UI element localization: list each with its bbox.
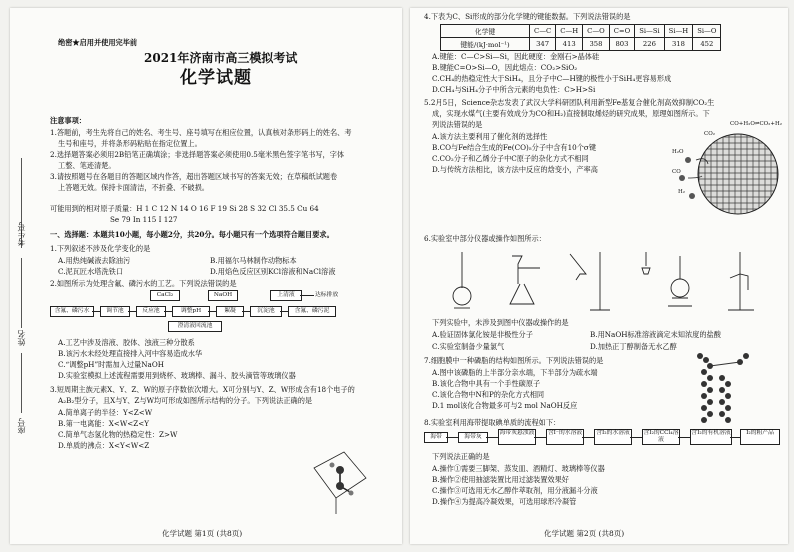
flow-arrow <box>164 311 172 312</box>
reaction-label: CO+H₂O⇌CO₂+H₂ <box>730 121 782 127</box>
flow-box-sludge: 含氟、磷污泥 <box>288 306 336 317</box>
flow-arrow <box>678 437 690 438</box>
table-header-cell: C=O <box>609 25 634 38</box>
flow-arrow <box>446 437 458 438</box>
phospholipid-figure <box>670 348 770 428</box>
q2-option-b: B.该污水未经处理直接排入河中容易造成水华 <box>58 349 203 358</box>
q7-option-c: C.该化合物中N和P的杂化方式相同 <box>432 390 545 399</box>
flow-arrow <box>534 437 546 438</box>
subject-title: 化学试题 <box>180 68 252 88</box>
side-divider <box>21 353 22 413</box>
side-label-candidate-no: 考生号 <box>17 222 26 246</box>
table-cell: 318 <box>664 38 693 51</box>
q2-option-d: D.实验室模拟上述流程需要用到烧杯、玻璃棒、漏斗、胶头滴管等玻璃仪器 <box>58 371 296 380</box>
q5-option-d: D.与传统方法相比，该方法中反应的焓变小，产率高 <box>432 165 598 174</box>
q2-option-a: A.工艺中涉及溶液、胶体、浊液三种分散系 <box>58 338 195 347</box>
section-heading: 一、选择题：本题共10小题，每小题2分，共20分。每小题只有一个选项符合题目要求。 <box>50 230 334 239</box>
table-cell: 803 <box>609 38 634 51</box>
q4-option-c: C.CH₄的热稳定性大于SiH₄，且分子中C—H键的极性小于SiH₄更容易形成 <box>432 74 672 83</box>
molecule-label: CO₂ <box>704 131 715 137</box>
table-cell: 358 <box>583 38 610 51</box>
table-cell: 226 <box>635 38 664 51</box>
table-cell: 452 <box>693 38 721 51</box>
flow-box-return-tank: 澄清液回流池 <box>168 321 222 332</box>
secret-label: 绝密★启用并使用完毕前 <box>58 38 138 47</box>
q2-option-c: C.“调整pH”时需加入过量NaOH <box>58 360 164 369</box>
right-page <box>410 8 788 544</box>
flow-arrow <box>242 311 250 312</box>
question-3-cont: A₂B₂型分子，且X与Y、Z与W均可形成如图所示结构的分子。下列说法正确的是 <box>58 396 313 405</box>
q1-option-b: B.用福尔马林制作动物标本 <box>210 256 297 265</box>
q6-option-b: B.用NaOH标准溶液滴定未知浓度的盐酸 <box>590 330 721 339</box>
table-header-cell: Si—Si <box>635 25 664 38</box>
flow-box-wastewater: 含氟、磷污水 <box>50 306 94 317</box>
q8-option-d: D.操作④为提高冷凝效果，可选用球形冷凝管 <box>432 497 577 506</box>
question-8: 8.实验室利用海带提取碘单质的流程如下： <box>424 418 561 427</box>
note-line: 生号和座号，并将条形码粘贴在指定位置上。 <box>58 139 202 148</box>
q4-option-a: A.键能：C—C>Si—Si，因此硬度：金刚石>晶体硅 <box>432 52 600 61</box>
q3-option-b: B.第一电离能：X<W<Z<Y <box>58 419 150 428</box>
table-header-cell: C—H <box>556 25 583 38</box>
question-4: 4.下表为C、Si形成的部分化学键的键能数据。下列说法错误的是 <box>424 12 631 21</box>
side-label-name: 姓名 <box>17 330 26 346</box>
question-7: 7.细胞膜中一种磷脂的结构如图所示。下列说法错误的是 <box>424 356 604 365</box>
q4-option-d: D.CH₄与SiH₄分子中所含元素的电负性：C>H>Si <box>432 85 596 94</box>
flow-box-naoh: NaOH <box>208 290 238 301</box>
question-5-cont: 成，实现水煤气(主要有效成分为CO和H₂)直接制取烯烃的研究成果，原理如图所示。下 <box>432 109 710 118</box>
flow-box-regulating-tank: 调节池 <box>100 306 130 317</box>
molecule-label: H₂O <box>672 149 684 155</box>
flow8-box: 含I₂的CCl₄溶液 <box>643 430 679 443</box>
flow8-box: 海带灰 <box>458 432 488 443</box>
question-3: 3.短周期主族元素X、Y、Z、W的原子序数依次增大。X可分别与Y、Z、W形成含有18个电子的 <box>50 385 355 394</box>
q7-option-d: D.1 mol该化合物最多可与2 mol NaOH反应 <box>432 401 578 410</box>
flow-arrow <box>128 311 136 312</box>
question-5-cont: 列说法错误的是 <box>432 120 483 129</box>
flow-arrow <box>486 437 498 438</box>
flow-arrow <box>582 437 594 438</box>
q5-option-a: A.该方法主要利用了催化剂的选择性 <box>432 132 548 141</box>
flow-box-reaction-tank: 反应池 <box>136 306 166 317</box>
q6-option-a: A.验证固体氯化铵是非极性分子 <box>432 330 533 339</box>
atomic-masses-cont: Se 79 In 115 I 127 <box>110 215 178 224</box>
q7-option-a: A.图中该磷脂的上半部分亲水端，下半部分为疏水端 <box>432 368 598 377</box>
table-header-cell: 化学键 <box>441 25 530 38</box>
flow8-box: 含I₂的有机溶液 <box>690 429 732 445</box>
left-page <box>10 8 402 544</box>
q5-option-b: B.CO与Fe结合生成的Fe(CO)₅分子中含有10个σ键 <box>432 143 597 152</box>
table-row <box>441 25 721 38</box>
q6-option-d: D.加热正丁醇制备无水乙醇 <box>590 342 677 351</box>
q6-intro: 下列实验中，未涉及到图中仪器或操作的是 <box>432 318 569 327</box>
q1-option-a: A.用热纯碱液去除油污 <box>58 256 131 265</box>
note-line: 1.答题前，考生先将自己的姓名、考生号、座号填写在相应位置，认真核对条形码上的姓名、考 <box>50 128 352 137</box>
flow-discharge-label: 达标排放 <box>315 292 339 298</box>
lab-apparatus-figure <box>450 248 770 314</box>
q8-option-b: B.操作②使用抽滤装置比用过滤装置效果好 <box>432 475 569 484</box>
table-header-cell: Si—H <box>664 25 693 38</box>
molecule-label: CO <box>672 169 681 175</box>
flow-arrow <box>730 437 740 438</box>
q8-intro: 下列说法正确的是 <box>432 452 490 461</box>
flow-box-supernatant: 上清液 <box>270 290 302 301</box>
flow-box-adjust-ph: 调整pH <box>172 306 210 317</box>
flow8-box: 含I₂的水溶液 <box>594 429 632 445</box>
atomic-masses: 可能用到的相对原子质量：H 1 C 12 N 14 O 16 F 19 Si 28 S 32 Cl 35.5 Cu 64 <box>50 204 319 213</box>
question-6: 6.实验室中部分仪器或操作如图所示： <box>424 234 546 243</box>
molecule-figure <box>310 448 370 518</box>
exam-title: 2021年济南市高三模拟考试 <box>144 51 298 65</box>
question-2: 2.如图所示为处理含氟、磷污水的工艺。下列说法错误的是 <box>50 279 237 288</box>
flow-arrow <box>630 437 642 438</box>
q3-option-c: C.简单气态氢化物的热稳定性：Z>W <box>58 430 178 439</box>
table-row <box>441 38 721 51</box>
flow-arrow <box>92 311 100 312</box>
q8-option-c: C.操作③可选用无水乙醇作萃取剂，用分液漏斗分液 <box>432 486 598 495</box>
flow-box-cacl2: CaCl₂ <box>150 290 180 301</box>
side-divider <box>21 258 22 328</box>
q7-option-b: B.该化合物中具有一个手性碳原子 <box>432 379 541 388</box>
flow-arrow <box>300 295 314 296</box>
notes-title: 注意事项： <box>50 116 86 125</box>
note-line: 工整、笔迹清楚。 <box>58 161 116 170</box>
flow-arrow <box>280 311 288 312</box>
question-5: 5.2月5日，Science杂志发表了武汉大学科研团队利用新型Fe基复合催化剂高效抑制CO₂生 <box>424 98 715 107</box>
page-footer: 化学试题 第2页 (共8页) <box>544 529 625 538</box>
q8-option-a: A.操作①需要三脚架、蒸发皿、酒精灯、玻璃棒等仪器 <box>432 464 605 473</box>
flow-box-sedimentation: 沉淀池 <box>250 306 282 317</box>
q3-option-d: D.单质的沸点：X<Y<W<Z <box>58 441 150 450</box>
bond-energy-table <box>440 24 721 51</box>
flow-arrow <box>208 311 216 312</box>
flow-box-flocculation: 絮凝 <box>216 306 244 317</box>
flow8-box: 海带灰悬浊液 <box>498 429 536 445</box>
q4-option-b: B.键能C=O>Si—O，因此熔点：CO₂>SiO₂ <box>432 63 578 72</box>
table-header-cell: Si—O <box>693 25 721 38</box>
table-cell: 347 <box>530 38 556 51</box>
flow8-box: 海带 <box>424 432 448 443</box>
molecule-label: H₂ <box>678 189 686 195</box>
page-footer: 化学试题 第1页 (共8页) <box>162 529 243 538</box>
flow8-box: I₂的粗产品 <box>740 429 780 445</box>
q1-option-c: C.泥瓦匠水塔洗铁口 <box>58 267 124 276</box>
table-cell: 键能/(kJ·mol⁻¹) <box>441 38 530 51</box>
note-line: 上答题无效。保持卡面清洁，不折叠、不破损。 <box>58 183 209 192</box>
note-line: 2.选择题答案必须用2B铅笔正确填涂；非选择题答案必须使用0.5毫米黑色签字笔书写，字体 <box>50 150 345 159</box>
catalyst-sphere-figure <box>666 116 782 220</box>
table-cell: 413 <box>556 38 583 51</box>
question-1: 1.下列叙述不涉及化学变化的是 <box>50 244 151 253</box>
q5-option-c: C.CO₂分子和乙烯分子中C原子的杂化方式不相同 <box>432 154 589 163</box>
q1-option-d: D.用焰色反应区别KCl溶液和NaCl溶液 <box>210 267 336 276</box>
table-header-cell: C—C <box>530 25 556 38</box>
table-header-cell: C—O <box>583 25 610 38</box>
q3-option-a: A.简单离子的半径：Y<Z<W <box>58 408 153 417</box>
q6-option-c: C.实验室制备少量氯气 <box>432 342 505 351</box>
side-label-seat: 座号 <box>17 418 26 434</box>
flow8-box: 含I⁻的水溶液 <box>546 429 584 445</box>
note-line: 3.请按照题号在各题目的答题区域内作答，超出答题区域书写的答案无效；在草稿纸试题卷 <box>50 172 338 181</box>
